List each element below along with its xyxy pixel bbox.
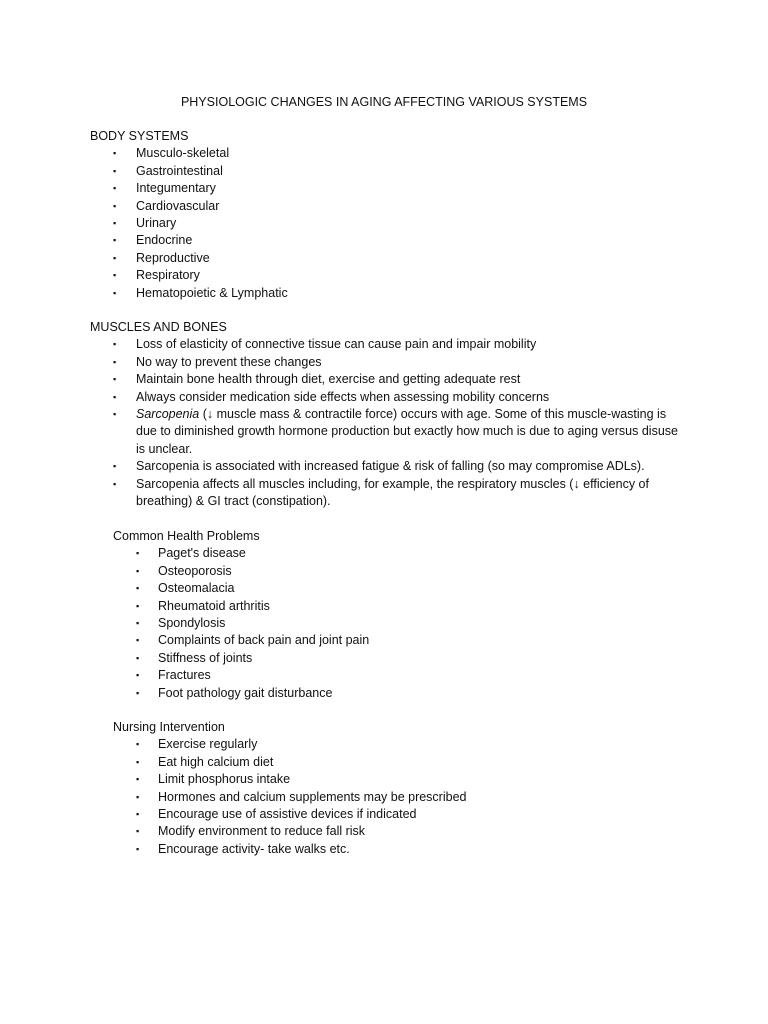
section-nursing-intervention [113, 719, 673, 858]
bullet-marker: ▪ [136, 600, 140, 611]
section-body-systems [90, 128, 690, 302]
list-item: ▪ Gastrointestinal [90, 163, 690, 180]
bullet-marker: ▪ [136, 565, 140, 576]
list-item: ▪ Sarcopenia affects all muscles including, for example, the respiratory muscles (↓ efficiency of breathing) & GI tract (constipation). [113, 476, 649, 509]
list-item: ▪ Exercise regularly [113, 736, 673, 753]
list-item: ▪ Loss of elasticity of connective tissue can cause pain and impair mobility [90, 336, 690, 353]
body-systems-list [90, 145, 690, 302]
list-item: ▪ Osteomalacia [113, 580, 673, 597]
bullet-marker: ▪ [113, 339, 117, 350]
bullet-marker: ▪ [136, 791, 140, 802]
bullet-marker: ▪ [136, 670, 140, 681]
document-title: PHYSIOLOGIC CHANGES IN AGING AFFECTING VARIOUS SYSTEMS [180, 95, 588, 109]
bullet-marker: ▪ [136, 652, 140, 663]
bullet-marker: ▪ [136, 687, 140, 698]
section-muscles-and-bones [90, 319, 690, 510]
list-item-sarcopenia [90, 406, 690, 458]
list-item: ▪ Maintain bone health through diet, exercise and getting adequate rest [90, 371, 690, 388]
sarcopenia-term: Sarcopenia [136, 407, 200, 422]
list-item: ▪ Sarcopenia is associated with increased fatigue & risk of falling (so may compromise ADLs). [90, 458, 690, 475]
common-problems-list [113, 545, 673, 702]
list-item: ▪ Cardiovascular [90, 198, 690, 215]
bullet-marker: ▪ [113, 148, 117, 159]
list-item: ▪ Encourage activity- take walks etc. [113, 841, 673, 858]
section-heading-common-health-problems: Common Health Problems [113, 529, 260, 543]
section-heading-nursing-intervention: Nursing Intervention [113, 720, 225, 734]
bullet-marker: ▪ [113, 461, 117, 472]
bullet-marker: ▪ [136, 548, 140, 559]
bullet-marker: ▪ [113, 270, 117, 281]
list-item: ▪ Encourage use of assistive devices if indicated [113, 806, 673, 823]
bullet-marker: ▪ [136, 843, 140, 854]
list-item: ▪ Foot pathology gait disturbance [113, 685, 673, 702]
list-item: ▪ Eat high calcium diet [113, 754, 673, 771]
list-item: ▪ No way to prevent these changes [90, 354, 690, 371]
bullet-marker: ▪ [113, 374, 117, 385]
bullet-marker: ▪ [113, 165, 117, 176]
list-item: ▪ Always consider medication side effects when assessing mobility concerns [90, 389, 690, 406]
nursing-list [113, 736, 673, 858]
list-item: ▪ Limit phosphorus intake [113, 771, 673, 788]
list-item: ▪ Musculo-skeletal [90, 145, 690, 162]
muscles-bones-list [90, 336, 690, 510]
bullet-marker: ▪ [136, 826, 140, 837]
list-item: ▪ Modify environment to reduce fall risk [113, 823, 673, 840]
bullet-marker: ▪ [113, 356, 117, 367]
bullet-marker: ▪ [113, 252, 117, 263]
bullet-marker: ▪ [136, 739, 140, 750]
bullet-marker: ▪ [136, 618, 140, 629]
bullet-marker: ▪ [136, 583, 140, 594]
list-item: ▪ Reproductive [90, 250, 690, 267]
list-item: ▪ Stiffness of joints [113, 650, 673, 667]
bullet-marker: ▪ [113, 409, 117, 420]
bullet-marker: ▪ [113, 478, 117, 489]
section-common-health-problems [113, 528, 673, 702]
bullet-marker: ▪ [136, 635, 140, 646]
bullet-marker: ▪ [113, 391, 117, 402]
list-item: ▪ Urinary [90, 215, 690, 232]
list-item: ▪ Osteoporosis [113, 563, 673, 580]
list-item: ▪ Hormones and calcium supplements may be prescribed [113, 789, 673, 806]
list-item: ▪ Complaints of back pain and joint pain [113, 632, 673, 649]
bullet-marker: ▪ [113, 200, 117, 211]
sarcopenia-description: (↓ muscle mass & contractile force) occurs with age. Some of this muscle-wasting is due to diminished growth hormone production but exactly how much is due to aging versus disuse is unclear. [136, 407, 678, 456]
bullet-marker: ▪ [113, 287, 117, 298]
list-item: ▪ Integumentary [90, 180, 690, 197]
bullet-marker: ▪ [136, 809, 140, 820]
list-item: ▪ Rheumatoid arthritis [113, 598, 673, 615]
section-heading-muscles-and-bones: MUSCLES AND BONES [90, 320, 227, 334]
list-item: ▪ Paget's disease [113, 545, 673, 562]
list-item: ▪ Hematopoietic & Lymphatic [90, 285, 690, 302]
list-item: ▪ Respiratory [90, 267, 690, 284]
bullet-marker: ▪ [136, 756, 140, 767]
section-heading-body-systems: BODY SYSTEMS [90, 129, 189, 143]
bullet-marker: ▪ [136, 774, 140, 785]
bullet-marker: ▪ [113, 235, 117, 246]
bullet-marker: ▪ [113, 183, 117, 194]
list-item: ▪ Spondylosis [113, 615, 673, 632]
bullet-marker: ▪ [113, 218, 117, 229]
list-item: ▪ Endocrine [90, 232, 690, 249]
list-item: ▪ Fractures [113, 667, 673, 684]
